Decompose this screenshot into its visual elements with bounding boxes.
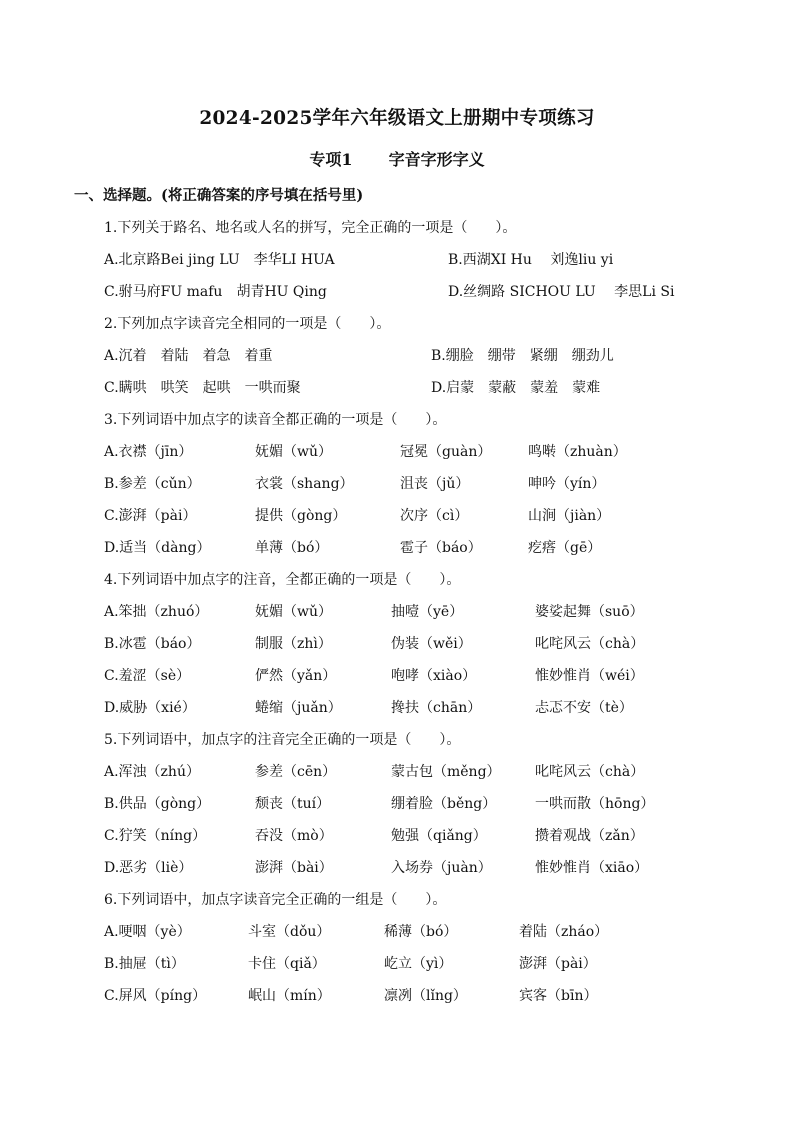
option-term: D.启蒙 蒙蔽 蒙羞 蒙难: [431, 380, 601, 396]
option-term: 制服（zhì）: [255, 636, 332, 652]
option-term: 吞没（mò）: [255, 828, 333, 844]
option-term: 勉强（qiǎng）: [391, 828, 487, 844]
option-choice: D.适当（dàng）: [104, 540, 211, 556]
question-stem: 1.下列关于路名、地名或人名的拼写，完全正确的一项是（ ）。: [104, 220, 517, 236]
option-term: 抽噎（yē）: [391, 604, 464, 620]
question-4: [104, 564, 744, 724]
question-stem: 6.下列词语中，加点字读音完全正确的一组是（ ）。: [104, 892, 447, 908]
option-choice: C.驸马府FU mafu 胡青HU Qing: [104, 284, 327, 300]
option-choice: A.哽咽（yè）: [104, 924, 191, 940]
option-term: 搀扶（chān）: [391, 700, 482, 716]
option-row: [104, 500, 744, 532]
option-term: 呻吟（yín）: [528, 476, 606, 492]
option-term: 叱咤风云（chà）: [535, 636, 645, 652]
option-term: 妩媚（wǔ）: [255, 604, 332, 620]
question-3: [104, 404, 744, 564]
option-choice: C.羞涩（sè）: [104, 668, 191, 684]
question-6: [104, 884, 744, 1012]
option-choice: A.浑浊（zhú）: [104, 764, 200, 780]
subtitle-topic-number: 专项1: [309, 150, 353, 169]
option-term: B.西湖XI Hu 刘逸liu yi: [448, 252, 614, 268]
option-term: 惟妙惟肖（wéi）: [535, 668, 644, 684]
option-term: 疙瘩（gē）: [528, 540, 602, 556]
option-choice: D.恶劣（liè）: [104, 860, 193, 876]
question-1: [104, 212, 744, 308]
option-choice: B.供品（gòng）: [104, 796, 211, 812]
option-term: 惟妙惟肖（xiāo）: [535, 860, 649, 876]
option-term: 屹立（yì）: [384, 956, 453, 972]
question-list: [104, 212, 744, 1012]
option-row: [104, 372, 744, 404]
question-5: [104, 724, 744, 884]
option-term: 单薄（bó）: [255, 540, 329, 556]
option-row: [104, 660, 744, 692]
option-row: [104, 852, 744, 884]
option-row: [104, 788, 744, 820]
option-term: 蜷缩（juǎn）: [255, 700, 342, 716]
option-choice: B.参差（cǔn）: [104, 476, 201, 492]
option-term: 妩媚（wǔ）: [255, 444, 332, 460]
option-term: 蒙古包（měng）: [391, 764, 501, 780]
option-term: B.绷脸 绷带 紧绷 绷劲儿: [431, 348, 614, 364]
option-row: [104, 692, 744, 724]
option-term: 咆哮（xiào）: [391, 668, 477, 684]
option-term: 稀薄（bó）: [384, 924, 458, 940]
option-row: [104, 436, 744, 468]
question-stem: 2.下列加点字读音完全相同的一项是（ ）。: [104, 316, 391, 332]
option-term: 提供（gòng）: [255, 508, 347, 524]
option-row: [104, 340, 744, 372]
option-term: 忐忑不安（tè）: [535, 700, 633, 716]
option-term: 一哄而散（hōng）: [535, 796, 655, 812]
option-term: D.丝绸路 SICHOU LU 李思Li Si: [448, 284, 675, 300]
option-term: 婆娑起舞（suō）: [535, 604, 644, 620]
option-row: [104, 244, 744, 276]
document-title: 2024-2025学年六年级语文上册期中专项练习: [199, 108, 595, 129]
option-term: 伪装（wěi）: [391, 636, 472, 652]
option-choice: A.北京路Bei jing LU 李华LI HUA: [104, 252, 335, 268]
option-row: [104, 916, 744, 948]
question-stem: 3.下列词语中加点字的读音全都正确的一项是（ ）。: [104, 412, 447, 428]
option-row: [104, 756, 744, 788]
option-term: 入场券（juàn）: [391, 860, 492, 876]
option-term: 卡住（qiǎ）: [248, 956, 326, 972]
option-term: 叱咤风云（chà）: [535, 764, 645, 780]
option-term: 雹子（báo）: [400, 540, 482, 556]
option-term: 绷着脸（běng）: [391, 796, 497, 812]
document-subtitle: [0, 147, 794, 170]
option-term: 俨然（yǎn）: [255, 668, 337, 684]
option-term: 澎湃（pài）: [519, 956, 597, 972]
option-term: 岷山（mín）: [248, 988, 331, 1004]
option-choice: C.瞒哄 哄笑 起哄 一哄而聚: [104, 380, 301, 396]
option-term: 山涧（jiàn）: [528, 508, 611, 524]
option-row: [104, 948, 744, 980]
option-choice: B.冰雹（báo）: [104, 636, 201, 652]
option-row: [104, 276, 744, 308]
option-choice: A.沉着 着陆 着急 着重: [104, 348, 273, 364]
option-term: 着陆（zháo）: [519, 924, 609, 940]
option-row: [104, 468, 744, 500]
option-term: 沮丧（jǔ）: [400, 476, 470, 492]
option-term: 宾客（bīn）: [519, 988, 598, 1004]
option-row: [104, 532, 744, 564]
option-term: 衣裳（shang）: [255, 476, 354, 492]
section-heading: 一、选择题。(将正确答案的序号填在括号里): [74, 187, 364, 204]
question-stem: 5.下列词语中，加点字的注音完全正确的一项是（ ）。: [104, 732, 461, 748]
option-term: 次序（cì）: [400, 508, 469, 524]
question-stem: 4.下列词语中加点字的注音，全都正确的一项是（ ）。: [104, 572, 461, 588]
option-term: 斗室（dǒu）: [248, 924, 331, 940]
option-choice: B.抽屉（tì）: [104, 956, 185, 972]
option-choice: A.衣襟（jīn）: [104, 444, 193, 460]
option-choice: C.狞笑（níng）: [104, 828, 207, 844]
subtitle-topic-name: 字音字形字义: [388, 150, 485, 169]
option-term: 鸣啭（zhuàn）: [528, 444, 627, 460]
option-choice: D.威胁（xié）: [104, 700, 196, 716]
option-term: 冠冕（guàn）: [400, 444, 492, 460]
option-choice: C.澎湃（pài）: [104, 508, 197, 524]
option-term: 参差（cēn）: [255, 764, 337, 780]
option-choice: C.屏风（píng）: [104, 988, 207, 1004]
option-row: [104, 628, 744, 660]
question-2: [104, 308, 744, 404]
option-choice: A.笨拙（zhuó）: [104, 604, 209, 620]
option-row: [104, 820, 744, 852]
option-term: 凛冽（lǐng）: [384, 988, 467, 1004]
option-row: [104, 596, 744, 628]
option-term: 颓丧（tuí）: [255, 796, 331, 812]
option-row: [104, 980, 744, 1012]
option-term: 攒着观战（zǎn）: [535, 828, 644, 844]
option-term: 澎湃（bài）: [255, 860, 333, 876]
